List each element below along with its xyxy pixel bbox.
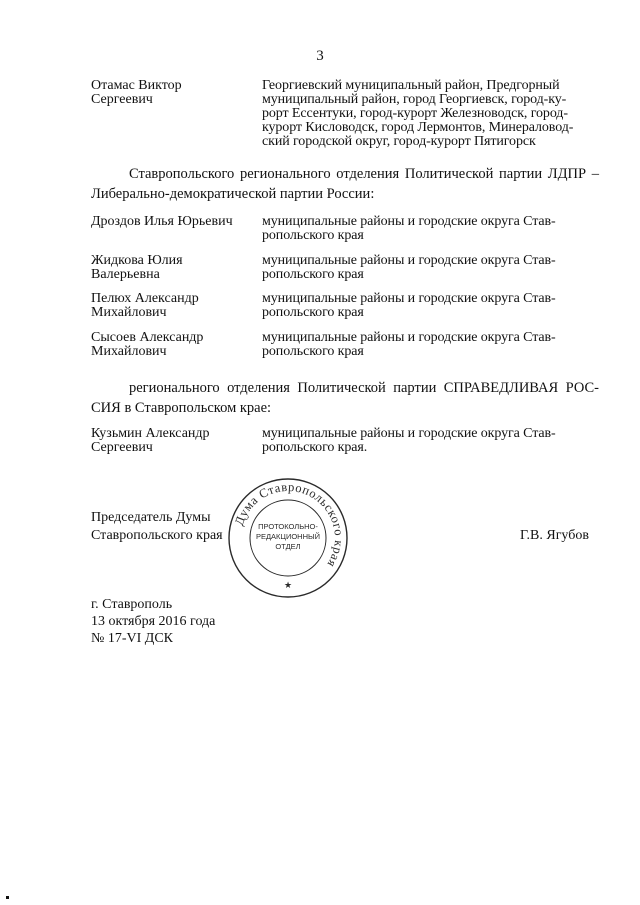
stamp-inner-line: РЕДАКЦИОННЫЙ — [255, 532, 321, 541]
territory-line: рорт Ессентуки, город-курорт Железноводск, город- — [262, 106, 568, 121]
official-stamp — [226, 476, 350, 605]
footer-date: 13 октября 2016 года — [91, 614, 216, 629]
territory-line: курорт Кисловодск, город Лермонтов, Минераловод- — [262, 120, 574, 135]
signature-position — [91, 509, 223, 545]
signature-position-line: Председатель Думы — [91, 510, 211, 525]
stamp-star-icon: ★ — [283, 581, 293, 591]
territory-line: ропольского края — [262, 344, 364, 359]
stamp-inner-line: ОТДЕЛ — [275, 542, 301, 551]
entry-territory-zhidkova — [262, 254, 598, 282]
territory-line: ропольского края — [262, 305, 364, 320]
territory-line: ский городской округ, город-курорт Пятигорск — [262, 134, 536, 149]
entry-territory-pelyukh — [262, 292, 598, 320]
stamp-seal-graphic — [226, 476, 350, 600]
territory-line: муниципальный район, город Георгиевск, город-ку- — [262, 92, 567, 107]
entry-name-sysoev: Сысоев Александр Михайлович — [91, 330, 204, 359]
entry-territory-sysoev — [262, 331, 598, 359]
entry-territory-kuzmin — [262, 427, 598, 455]
entry-name-drozdov: Дроздов Илья Юрьевич — [91, 214, 233, 229]
territory-line: муниципальные районы и городские округа Став- — [262, 214, 556, 229]
territory-line: муниципальные районы и городские округа Став- — [262, 426, 556, 441]
scan-speck — [6, 896, 9, 899]
territory-line: ропольского края — [262, 267, 364, 282]
entry-name-otamas: Отамас Виктор Сергеевич — [91, 78, 182, 107]
stamp-inner-line: ПРОТОКОЛЬНО- — [258, 522, 318, 531]
footer-city: г. Ставрополь — [91, 597, 173, 612]
territory-line: муниципальные районы и городские округа Став- — [262, 253, 556, 268]
document-footer — [91, 596, 215, 647]
entry-name-zhidkova: Жидкова Юлия Валерьевна — [91, 253, 183, 282]
footer-number: № 17-VI ДСК — [91, 631, 174, 646]
section-heading-sr: регионального отделения Политической партии СПРАВЕДЛИВАЯ РОС-СИЯ в Ставропольском крае: — [91, 380, 599, 416]
territory-line: ропольского края. — [262, 440, 368, 455]
entry-name-kuzmin: Кузьмин Александр Сергеевич — [91, 426, 210, 455]
signature-position-line: Ставропольского края — [91, 528, 223, 543]
territory-line: Георгиевский муниципальный район, Предгорный — [262, 78, 560, 93]
territory-line: муниципальные районы и городские округа Став- — [262, 291, 556, 306]
entry-territory-otamas — [262, 79, 598, 149]
territory-line: муниципальные районы и городские округа Став- — [262, 330, 556, 345]
territory-line: ропольского края — [262, 228, 364, 243]
entry-territory-drozdov — [262, 215, 598, 243]
signer-name: Г.В. Ягубов — [520, 528, 589, 543]
page-number: 3 — [316, 48, 324, 64]
entry-name-pelyukh: Пелюх Александр Михайлович — [91, 291, 199, 320]
section-heading-ldpr: Ставропольского регионального отделения Политической партии ЛДПР – Либерально-демократической партии России: — [91, 166, 599, 202]
stamp-ring-textpath: Дума Ставропольского края — [231, 479, 347, 571]
